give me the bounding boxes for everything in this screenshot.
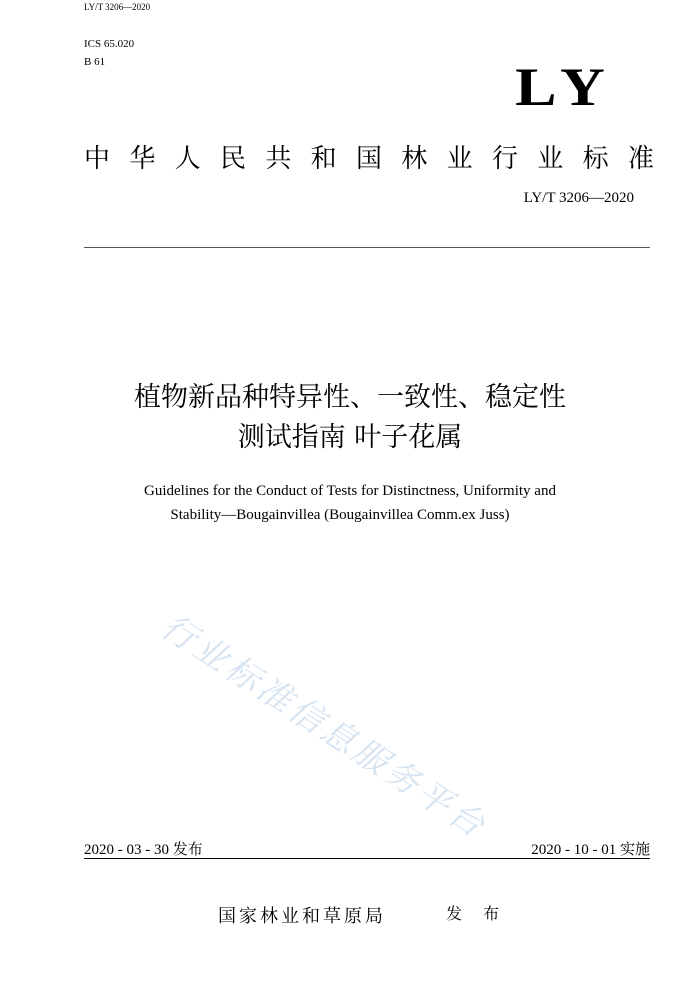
standard-type-char: 和 <box>310 144 337 174</box>
standard-type-char: 共 <box>265 144 292 174</box>
release-date: 2020 - 03 - 30 发布 <box>84 842 203 858</box>
standard-type-char: 民 <box>219 144 246 174</box>
standard-type-char: 业 <box>446 144 473 174</box>
standard-type-char: 标 <box>582 144 609 174</box>
ly-logo: LY <box>515 57 614 117</box>
title-cn-line1: 植物新品种特异性、一致性、稳定性 <box>134 382 566 413</box>
running-header-code: LY/T 3206—2020 <box>84 2 151 12</box>
standard-type-char: 业 <box>537 144 564 174</box>
standard-type-char: 准 <box>627 144 654 174</box>
title-cn-line2: 测试指南 叶子花属 <box>237 422 463 453</box>
date-divider <box>84 858 650 859</box>
standard-type-char: 国 <box>355 144 382 174</box>
implementation-date: 2020 - 10 - 01 实施 <box>531 842 650 858</box>
ics-number: ICS 65.020 <box>84 38 135 50</box>
standard-type-heading <box>84 138 654 175</box>
header-divider <box>84 247 650 248</box>
watermark: 行业标准信息服务平台 <box>153 606 495 848</box>
standard-type-char: 行 <box>491 144 518 174</box>
standard-type-char: 华 <box>129 144 156 174</box>
clc-number: B 61 <box>84 56 106 68</box>
title-en-line2: Stability—Bougainvillea (Bougainvillea Comm.ex Juss) <box>170 507 510 523</box>
standard-type-char: 中 <box>84 144 111 174</box>
title-en-line1: Guidelines for the Conduct of Tests for Distinctness, Uniformity and <box>144 483 556 499</box>
standard-type-char: 人 <box>174 144 201 174</box>
publisher-name: 国家林业和草原局 <box>218 906 386 927</box>
standard-type-char: 林 <box>401 144 428 174</box>
publish-label: 发 布 <box>446 904 508 923</box>
standard-code: LY/T 3206—2020 <box>523 190 634 206</box>
